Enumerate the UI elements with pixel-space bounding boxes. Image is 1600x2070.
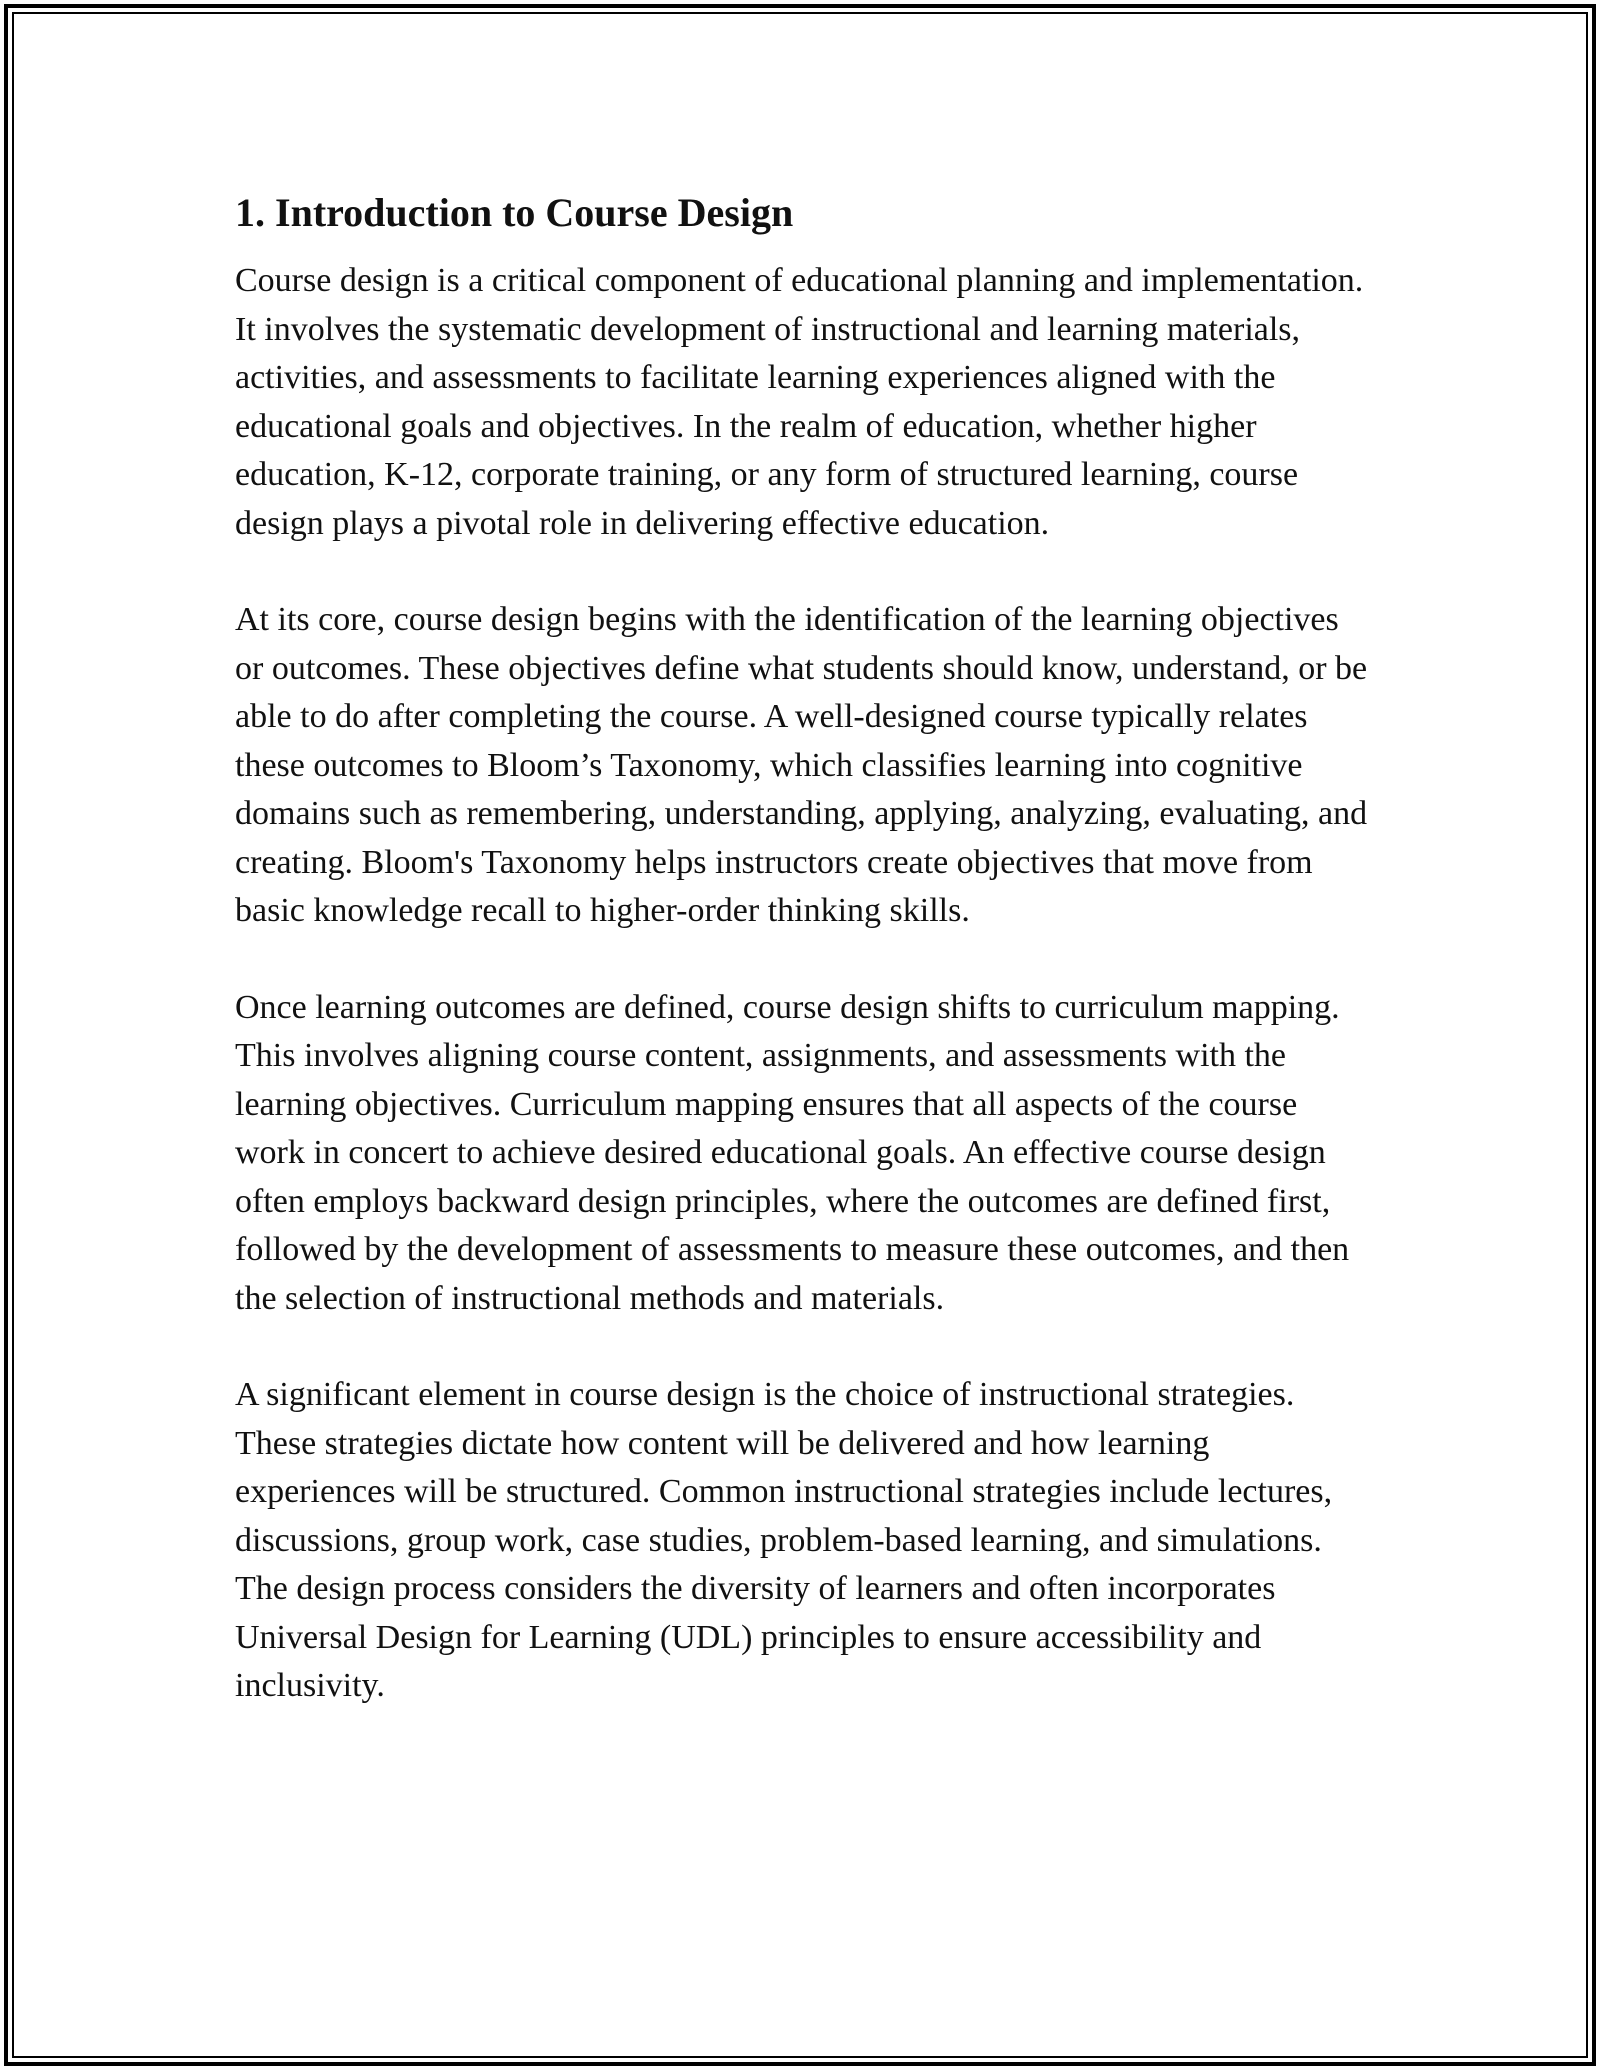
section-heading: 1. Introduction to Course Design bbox=[235, 190, 794, 235]
paragraph-curriculum-mapping: Once learning outcomes are defined, course design shifts to curriculum mapping. This involves aligning course content, assignments, and assessments with the learning objectives. Curriculum mapping ensures that all aspects of the course work in concert to achieve desired educational goals. An effective course design often employs backward design principles, where the outcomes are defined first, followed by the development of assessments to measure these outcomes, and then the selection of instructional methods and materials. bbox=[235, 988, 1350, 1317]
document-body bbox=[235, 185, 1375, 1759]
paragraph-learning-objectives: At its core, course design begins with the identification of the learning objectives or outcomes. These objectives define what students should know, understand, or be able to do after completing the course. A well-designed course typically relates these outcomes to Bloom’s Taxonomy, which classifies learning into cognitive domains such as remembering, understanding, applying, analyzing, evaluating, and creating. Bloom's Taxonomy helps instructors create objectives that move from basic knowledge recall to higher-order thinking skills. bbox=[235, 601, 1368, 929]
paragraph-instructional-strategies: A significant element in course design is the choice of instructional strategies. These strategies dictate how content will be delivered and how learning experiences will be structured. Common instructional strategies include lectures, discussions, group work, case studies, problem-based learning, and simulations. The design process considers the diversity of learners and often incorporates Universal Design for Learning (UDL) principles to ensure accessibility and inclusivity. bbox=[235, 1376, 1333, 1704]
paragraph-intro: Course design is a critical component of educational planning and implementation. It involves the systematic development of instructional and learning materials, activities, and assessments to facilitate learning experiences aligned with the educational goals and objectives. In the realm of education, whether higher education, K-12, corporate training, or any form of structured learning, course design plays a pivotal role in delivering effective education. bbox=[235, 262, 1364, 542]
